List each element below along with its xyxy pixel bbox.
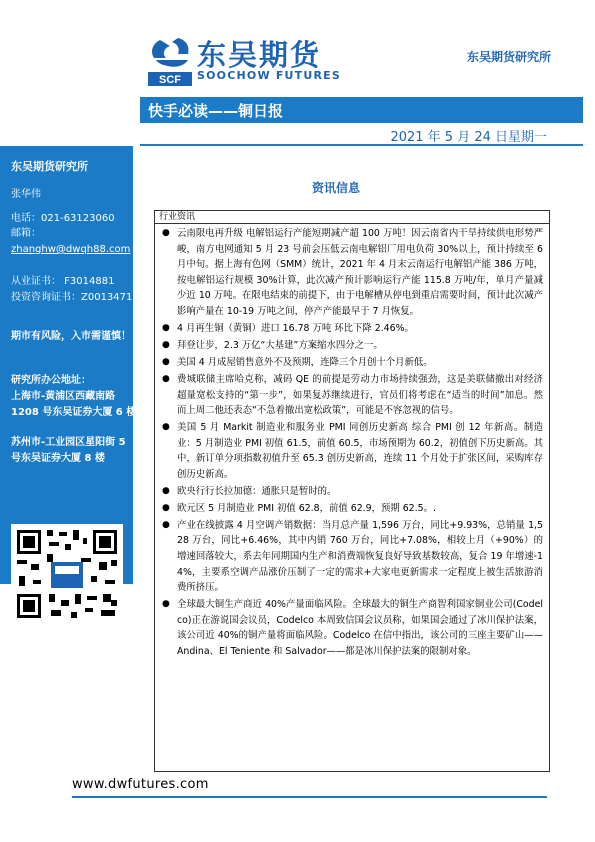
bullet-icon: ● (162, 422, 170, 433)
news-box-header: 行业资讯 (155, 211, 549, 224)
sidebar-address-sz-2: 号东吴证券大厦 8 楼 (11, 453, 105, 464)
list-item (159, 226, 543, 320)
list-item (159, 420, 543, 482)
bullet-icon: ● (162, 322, 170, 333)
bullet-icon: ● (162, 599, 170, 610)
bullet-icon: ● (162, 339, 170, 350)
sidebar-phone: 电话：021-63123060 (11, 213, 115, 224)
section-title: 资讯信息 (312, 181, 361, 195)
footer-divider (72, 796, 547, 798)
news-text: 欧央行行长拉加德：通胀只是暂时的。 (177, 485, 337, 497)
sidebar-institute: 东吴期货研究所 (11, 160, 88, 173)
logo-text: SCF (159, 74, 181, 86)
sidebar-author: 张华伟 (11, 189, 41, 200)
qr-code-icon[interactable] (11, 524, 123, 624)
header-institute: 东吴期货研究所 (467, 50, 552, 64)
report-date: 2021 年 5 月 24 日星期一 (390, 130, 547, 145)
list-item (159, 321, 543, 337)
bullet-icon: ● (162, 228, 170, 238)
sidebar-advisor-license: 投资咨询证书：Z0013471 (11, 292, 133, 303)
list-item (159, 518, 543, 596)
report-title: 快手必读——铜日报 (148, 102, 284, 120)
news-text: 美国 5 月 Markit 制造业和服务业 PMI 同创历史新高 综合 PMI 创 12 年新高。制造业：5 月制造业 PMI 初值 61.5，前值 60.5，市场预期为 60.2，初值创下历史新高。其中，新订单分项指数初值升至 65.3 创历史新高，连续 11 个月处于扩张区间，采购库存创历史新高。 (177, 422, 543, 480)
sidebar-address-sh-2: 1208 号东吴证券大厦 6 楼 (11, 407, 137, 418)
news-text: 欧元区 5 月制造业 PMI 初值 62.8，前值 62.9，预期 62.5。. (177, 502, 436, 514)
sidebar-email-label: 邮箱： (11, 228, 41, 239)
news-text: 4 月再生铜（黄铜）进口 16.78 万吨 环比下降 2.46%。 (177, 322, 414, 334)
bullet-icon: ● (162, 356, 170, 367)
list-item (159, 501, 543, 517)
news-text: 云南限电再升级 电解铝运行产能短期减产超 100 万吨！因云南省内干旱持续供电形势严峻，南方电网通知 5 月 23 号前会压低云南电解铝厂用电负荷 30%以上，预计持续至 6 月中旬。据上海有色网（SMM）统计，2021 年 4 月末云南运行电解铝产能 386 万吨，按电解铝运行规模 30%计算，此次减产预计影响运行产能 115.8 万吨/年，单月产量减少近 10 万吨。在限电结束的前提下，由于电解槽从停电到重启需要时间，预计此次减产影响产量在 10-19 万吨之间，停产产能最早于 7 月恢复。 (177, 228, 543, 317)
news-text: 全球最大铜生产商近 40%产量面临风险。全球最大的铜生产商智利国家铜业公司(Codelco)正在游说国会议员，Codelco 本周致信国会议员称，如果国会通过了冰川保护法案，该公司近 40%的铜产量将面临风险。Codelco 在信中指出，该公司的三座主要矿山——Andina、El Teniente 和 Salvador——都是冰川保护法案的限制对象。 (177, 599, 543, 657)
news-text: 美国 4 月成屋销售意外不及预期，连降三个月创十个月新低。 (177, 356, 433, 368)
sidebar-address-sz-1: 苏州市-工业园区星阳街 5 (11, 437, 126, 448)
news-text: 拜登让步，2.3 万亿“大基建”方案缩水四分之一。 (177, 339, 383, 351)
footer-url[interactable]: www.dwfutures.com (72, 777, 209, 792)
bullet-icon: ● (162, 485, 170, 496)
bullet-icon: ● (162, 519, 170, 530)
date-line (140, 124, 583, 146)
news-text: 费城联储主席哈克称，减码 QE 的前提是劳动力市场持续强劲，这是美联储撤出对经济超量宽松支持的“第一步”，如果复苏继续进行，官员们将考虑在“适当的时间”加息。然而上周二他还表态“不急着撤出宽松政策”，可能是不容忽视的信号。 (177, 373, 543, 417)
news-list (155, 224, 549, 660)
list-item (159, 355, 543, 371)
sidebar-address-title: 研究所办公地址： (11, 375, 91, 386)
sidebar-license: 从业证书： F3014881 (11, 276, 115, 287)
list-item (159, 597, 543, 659)
list-item (159, 338, 543, 354)
sidebar-risk-warning: 期市有风险，入市需谨慎！ (11, 331, 131, 342)
news-text: 产业在线披露 4 月空调产销数据：当月总产量 1,596 万台，同比+9.93%，总销量 1,528 万台，同比+6.46%，其中内销 760 万台，同比+7.08%，相较上月（+90%）的增速回落较大，系去年同期国内生产和消费端恢复良好导致基数较高，复合 19 年增速-14%，主要系空调产品涨价压制了一定的需求+大家电更新需求一定程度上被生活旅游消费所挤压。 (177, 519, 543, 594)
list-item (159, 372, 543, 419)
brand-name-en: SOOCHOW FUTURES (197, 69, 342, 82)
bullet-icon: ● (162, 502, 170, 513)
brand-name-cn: 东吴期货 (197, 38, 322, 72)
sidebar-email[interactable]: zhanghw@dwqh88.com (11, 244, 131, 255)
news-box (154, 210, 550, 772)
list-item (159, 484, 543, 500)
bullet-icon: ● (162, 373, 170, 384)
sidebar-address-sh-1: 上海市-黄浦区西藏南路 (11, 391, 116, 402)
sidebar (0, 146, 137, 584)
report-title-bar (140, 97, 583, 123)
